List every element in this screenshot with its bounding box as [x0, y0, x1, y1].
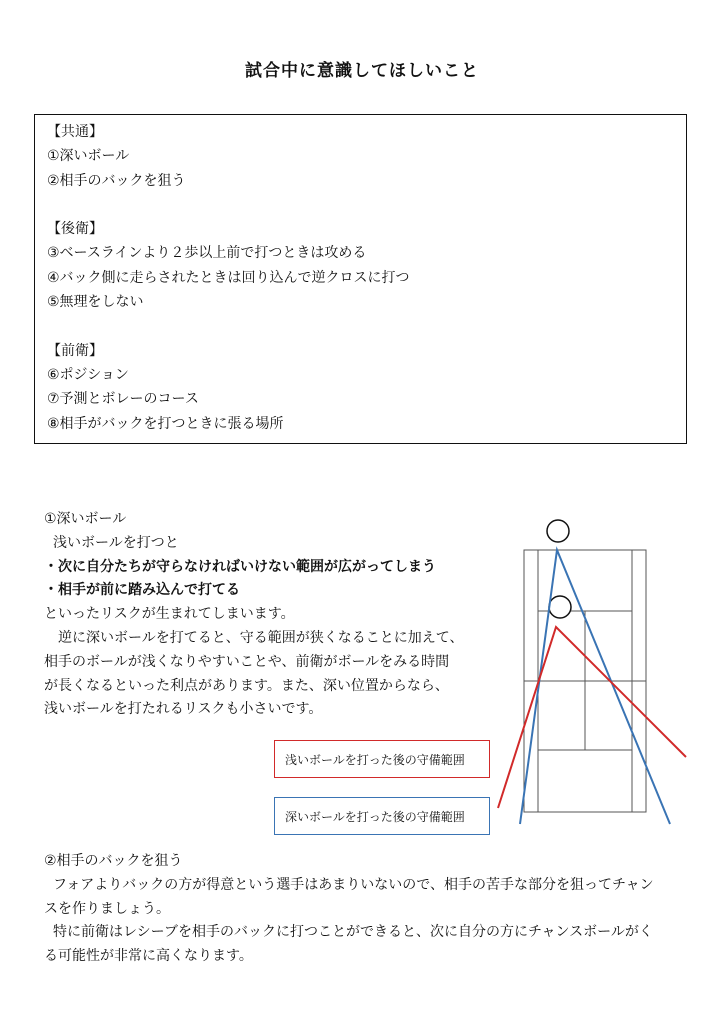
paragraph-line: 逆に深いボールを打てると、守る範囲が狭くなることに加えて、 — [58, 629, 464, 646]
risk-bullet: ・次に自分たちが守らなければいけない範囲が広がってしまう — [44, 558, 436, 575]
shallow-player-circle — [549, 596, 571, 618]
paragraph-line: といったリスクが生まれてしまいます。 — [44, 606, 295, 623]
paragraph-line: 特に前衛はレシーブを相手のバックに打つことができると、次に自分の方にチャンスボールがく — [53, 924, 653, 941]
paragraph-line: る可能性が非常に高くなります。 — [44, 948, 253, 965]
summary-item: ⑤無理をしない — [47, 294, 144, 311]
paragraph-line: スを作りましょう。 — [44, 900, 170, 917]
summary-item: ①深いボール — [47, 148, 130, 165]
paragraph-line: フォアよりバックの方が得意という選手はあまりいないので、相手の苦手な部分を狙ってチャン — [53, 876, 654, 893]
legend-deep: 深いボールを打った後の守備範囲 — [274, 797, 490, 835]
summary-item: ⑦予測とボレーのコース — [47, 391, 199, 408]
tennis-court — [524, 550, 646, 812]
common-heading: 【共通】 — [47, 124, 103, 140]
section-intro: 浅いボールを打つと — [53, 534, 179, 551]
summary-item: ⑥ポジション — [47, 366, 129, 383]
back-heading: 【後衛】 — [47, 221, 103, 238]
paragraph-line: が長くなるといった利点があります。また、深い位置からなら、 — [44, 677, 449, 694]
summary-item: ③ベースラインより２歩以上前で打つときは攻める — [47, 245, 367, 262]
risk-bullet: ・相手が前に踏み込んで打てる — [44, 582, 240, 599]
paragraph-line: 相手のボールが浅くなりやすいことや、前衛がボールをみる時間 — [44, 653, 450, 670]
summary-item: ⑧相手がバックを打つときに張る場所 — [47, 415, 284, 432]
legend-shallow: 浅いボールを打った後の守備範囲 — [274, 740, 490, 778]
section-heading: ②相手のバックを狙う — [44, 853, 183, 869]
deep-player-circle — [547, 520, 569, 542]
page-title: 試合中に意識してほしいこと — [245, 61, 479, 81]
summary-item: ②相手のバックを狙う — [47, 172, 186, 189]
deep-defense-lines — [520, 550, 670, 824]
section-opponent-backhand — [44, 850, 694, 969]
summary-item: ④バック側に走らされたときは回り込んで逆クロスに打つ — [47, 269, 410, 286]
paragraph-line: 浅いボールを打たれるリスクも小さいです。 — [44, 701, 323, 718]
front-heading: 【前衛】 — [47, 342, 103, 359]
section-heading: ①深いボール — [44, 511, 127, 527]
